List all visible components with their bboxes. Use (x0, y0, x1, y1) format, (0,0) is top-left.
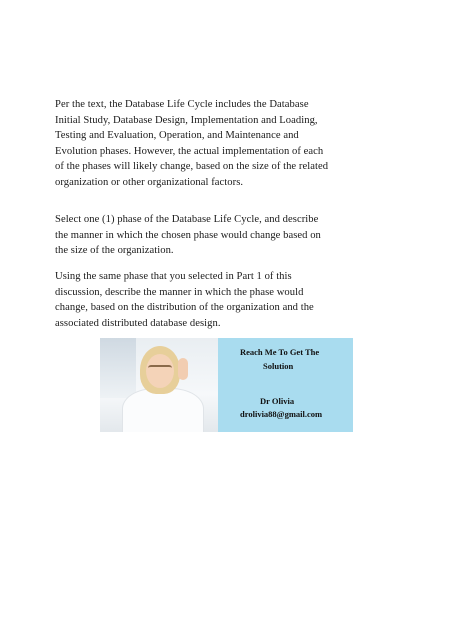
intro-paragraph: Per the text, the Database Life Cycle includes the Database Initial Study, Database Design, Implementation and Loading, Testing and Evaluation, Operation, and Maintenance and Evolution phases. However, the actual implementation of each of the phases will likely change, based on the size of the related organization or other organizational factors. (55, 99, 329, 188)
task-paragraph-2: Using the same phase that you selected in Part 1 of this discussion, describe the manner in which the phase would change, based on the distribution of the organization and the associated distributed database design. (55, 271, 314, 329)
ad-headline: Reach Me To Get The (240, 347, 320, 357)
task-paragraph-1: Select one (1) phase of the Database Life Cycle, and describe the manner in which the chosen phase would change based on the size of the organization. (55, 214, 321, 256)
contact-advertisement (100, 338, 353, 432)
contact-name: Dr Olivia (260, 396, 295, 406)
contact-box (218, 338, 353, 432)
contact-email: drolivia88@gmail.com (240, 409, 323, 419)
ad-headline-2: Solution (263, 361, 294, 371)
woman-photo (100, 338, 218, 432)
